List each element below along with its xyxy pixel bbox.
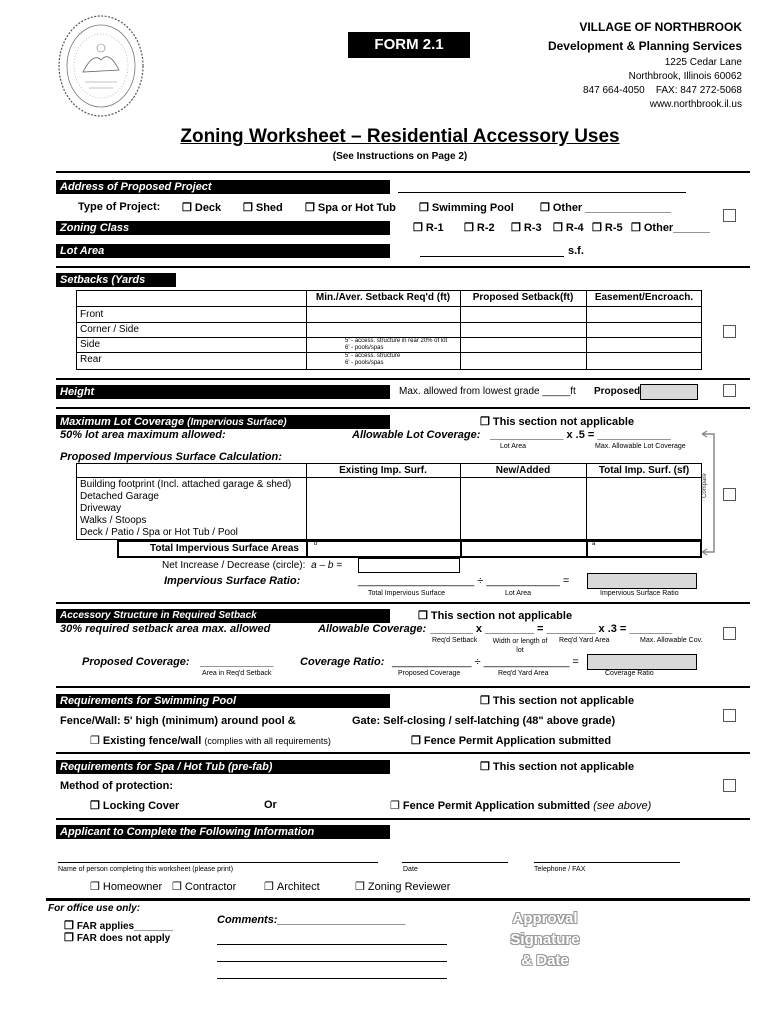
spa-method-label: Method of protection: bbox=[60, 780, 174, 792]
impervious-ratio-label: Impervious Surface Ratio: bbox=[164, 575, 301, 587]
form-badge: FORM 2.1 bbox=[348, 32, 470, 58]
pool-na-checkbox[interactable]: ❐ This section not applicable bbox=[480, 694, 634, 707]
total-col-rule bbox=[460, 540, 462, 558]
cell-b-marker: b bbox=[314, 541, 318, 547]
height-allowed: Max. allowed from lowest grade _____ft bbox=[399, 386, 576, 397]
setbacks-col-header: Proposed Setback(ft) bbox=[472, 292, 574, 303]
proposed-coverage-label: Proposed Coverage: bbox=[82, 656, 190, 668]
pool-gate-requirement: Gate: Self-closing / self-latching (48" above grade) bbox=[352, 715, 616, 727]
project-other-checkbox[interactable]: ❐ Other ______________ bbox=[540, 201, 671, 214]
allowable-lot-coverage-label: Allowable Lot Coverage: bbox=[352, 429, 481, 441]
accessory-na-checkbox[interactable]: ❐ This section not applicable bbox=[418, 609, 572, 622]
locking-cover-checkbox[interactable]: ❐ Locking Cover bbox=[90, 799, 179, 812]
zoning-r4-checkbox[interactable]: ❐ R-4 bbox=[553, 221, 584, 234]
project-pool-checkbox[interactable]: ❐ Swimming Pool bbox=[419, 201, 514, 214]
zoning-other-checkbox[interactable]: ❐ Other______ bbox=[631, 221, 710, 234]
coverage-ratio-field[interactable] bbox=[587, 654, 697, 670]
name-caption: Name of person completing this worksheet (please print) bbox=[58, 866, 234, 873]
coverage-ratio-label: Coverage Ratio: bbox=[300, 656, 385, 668]
project-spa-checkbox[interactable]: ❐ Spa or Hot Tub bbox=[305, 201, 396, 214]
impervious-ratio-formula[interactable]: ___________________ ÷ ____________ = bbox=[358, 575, 570, 587]
spa-fence-permit-label: Fence Permit Application submitted bbox=[402, 800, 591, 812]
ratio-caption: Lot Area bbox=[505, 590, 532, 597]
zoning-class-label: Zoning Class bbox=[56, 221, 390, 235]
setback-row-rear: Rear bbox=[80, 354, 102, 365]
setback-row-front: Front bbox=[80, 309, 104, 320]
lot-area-caption: Lot Area bbox=[500, 443, 527, 450]
accessory-caption: Req'd Setback bbox=[432, 637, 478, 644]
spa-fence-permit-checkbox[interactable] bbox=[390, 799, 651, 812]
net-change-text: Net Increase / Decrease (circle): bbox=[162, 560, 306, 571]
zoning-r5-checkbox[interactable]: ❐ R-5 bbox=[592, 221, 623, 234]
section-rule bbox=[56, 407, 750, 409]
project-type-label: Type of Project: bbox=[78, 201, 161, 213]
height-proposed-label: Proposed bbox=[594, 386, 641, 397]
page-title: Zoning Worksheet – Residential Accessory Uses bbox=[180, 126, 620, 147]
setback-note: 5' - access. structure bbox=[345, 353, 401, 359]
impervious-row: Driveway bbox=[80, 503, 122, 514]
phone-caption: Telephone / FAX bbox=[534, 866, 586, 873]
section-rule bbox=[56, 686, 750, 688]
pool-label: Requirements for Swimming Pool bbox=[56, 694, 390, 708]
role-homeowner-checkbox[interactable]: ❐ Homeowner bbox=[90, 880, 162, 893]
impervious-row: Deck / Patio / Spa or Hot Tub / Pool bbox=[80, 527, 238, 538]
review-checkbox[interactable] bbox=[723, 384, 736, 397]
dept-name: Development & Planning Services bbox=[547, 39, 742, 53]
coverage-ratio-formula[interactable]: _____________ ÷ ______________ = bbox=[392, 656, 579, 668]
pool-fence-requirement: Fence/Wall: 5' high (minimum) around pool & bbox=[60, 715, 296, 727]
setbacks-col-header: Min./Aver. Setback Req'd (ft) bbox=[315, 292, 451, 303]
setback-row-side: Side bbox=[80, 339, 101, 350]
spa-na-checkbox[interactable]: ❐ This section not applicable bbox=[480, 760, 634, 773]
accessory-label: Accessory Structure in Required Setback bbox=[56, 609, 390, 623]
setback-note: 5' - access. structure in rear 20% of lot bbox=[345, 338, 448, 344]
compare-label: Compare bbox=[702, 473, 708, 498]
impervious-row: Building footprint (Incl. attached garage & shed) bbox=[80, 479, 292, 490]
project-shed-checkbox[interactable]: ❐ Shed bbox=[243, 201, 283, 214]
review-checkbox[interactable] bbox=[723, 627, 736, 640]
accessory-caption: Coverage Ratio bbox=[605, 670, 654, 677]
setbacks-header-rule bbox=[76, 306, 702, 307]
height-label: Height bbox=[56, 385, 390, 399]
section-rule bbox=[46, 898, 750, 901]
setback-note: 6' - pools/spas bbox=[345, 360, 384, 366]
section-rule bbox=[56, 752, 750, 754]
applicant-label: Applicant to Complete the Following Information bbox=[56, 825, 390, 839]
far-not-apply-checkbox[interactable]: ❐ FAR does not apply bbox=[64, 931, 170, 944]
org-name: VILLAGE OF NORTHBROOK bbox=[579, 20, 742, 34]
comments-line[interactable] bbox=[217, 978, 447, 979]
proposed-calc-label: Proposed Impervious Surface Calculation: bbox=[60, 451, 282, 463]
total-col-rule bbox=[306, 540, 308, 558]
spa-see-above: (see above) bbox=[593, 800, 652, 812]
height-proposed-field[interactable] bbox=[640, 384, 698, 400]
net-change-field[interactable] bbox=[358, 558, 460, 573]
impervious-row: Walks / Stoops bbox=[80, 515, 147, 526]
org-website[interactable]: www.northbrook.il.us bbox=[649, 99, 742, 110]
page-subtitle: (See Instructions on Page 2) bbox=[332, 151, 468, 162]
impervious-col-header: Total Imp. Surf. (sf) bbox=[598, 465, 690, 476]
impervious-ratio-field[interactable] bbox=[587, 573, 697, 589]
zoning-r2-checkbox[interactable]: ❐ R-2 bbox=[464, 221, 495, 234]
allowable-coverage-formula[interactable]: _______ x ________ = ________ x .3 = _______ bbox=[430, 623, 673, 635]
applicant-phone-field[interactable] bbox=[534, 862, 680, 863]
total-col-rule bbox=[586, 540, 588, 558]
approval-stamp bbox=[495, 908, 595, 971]
lot-coverage-subtitle: (Impervious Surface) bbox=[187, 417, 287, 428]
spa-or-label: Or bbox=[264, 799, 277, 811]
review-checkbox[interactable] bbox=[723, 779, 736, 792]
allowable-lot-coverage-formula[interactable]: ____________ x .5 = ____________ bbox=[490, 429, 671, 441]
village-seal-icon bbox=[55, 12, 147, 120]
section-rule bbox=[56, 602, 750, 604]
accessory-caption: Width or length of lot bbox=[492, 638, 548, 654]
approval-line: Signature bbox=[510, 931, 580, 948]
address-field[interactable] bbox=[398, 192, 686, 193]
existing-fence-label: Existing fence/wall bbox=[102, 735, 202, 747]
section-rule bbox=[56, 266, 750, 268]
setbacks-row-rule bbox=[76, 322, 702, 323]
accessory-caption: Max. Allowable Cov. bbox=[640, 637, 703, 644]
section-rule bbox=[56, 171, 750, 173]
comments-line[interactable] bbox=[217, 944, 447, 945]
cell-a-marker: a bbox=[592, 541, 596, 547]
lot-area-unit: s.f. bbox=[568, 245, 584, 257]
review-checkbox[interactable] bbox=[723, 709, 736, 722]
pool-fence-permit-checkbox[interactable]: ❐ Fence Permit Application submitted bbox=[411, 734, 611, 747]
impervious-header-rule bbox=[76, 477, 702, 478]
ratio-caption: Total Impervious Surface bbox=[368, 590, 446, 597]
role-architect-checkbox[interactable]: ❐ Architect bbox=[264, 880, 320, 893]
lot-coverage-title: Maximum Lot Coverage bbox=[60, 416, 185, 428]
net-change-formula: a – b = bbox=[311, 560, 343, 571]
setback-note: 6' - pools/spas bbox=[345, 345, 384, 351]
setbacks-label: Setbacks (Yards bbox=[56, 273, 176, 287]
zoning-r1-checkbox[interactable]: ❐ R-1 bbox=[413, 221, 444, 234]
role-contractor-checkbox[interactable]: ❐ Contractor bbox=[172, 880, 236, 893]
max-allowable-caption: Max. Allowable Lot Coverage bbox=[595, 443, 686, 450]
project-deck-checkbox[interactable]: ❐ Deck bbox=[182, 201, 221, 214]
comments-label: Comments:_____________________ bbox=[217, 914, 406, 926]
accessory-caption: Req'd Yard Area bbox=[559, 637, 610, 644]
role-zoning-reviewer-checkbox[interactable]: ❐ Zoning Reviewer bbox=[355, 880, 450, 893]
setbacks-col-header: Easement/Encroach. bbox=[594, 292, 694, 303]
section-rule bbox=[56, 378, 750, 380]
accessory-caption: Area in Req'd Setback bbox=[202, 670, 272, 677]
lot-area-label: Lot Area bbox=[56, 244, 390, 258]
org-address1: 1225 Cedar Lane bbox=[664, 57, 742, 68]
impervious-col-header: New/Added bbox=[495, 465, 551, 476]
review-checkbox[interactable] bbox=[723, 325, 736, 338]
section-rule bbox=[56, 818, 750, 820]
approval-line: & Date bbox=[521, 952, 569, 969]
lot-coverage-label bbox=[56, 415, 390, 429]
comments-line[interactable] bbox=[217, 961, 447, 962]
accessory-caption: Req'd Yard Area bbox=[498, 670, 549, 677]
existing-fence-checkbox[interactable] bbox=[90, 734, 331, 747]
far-applies-checkbox[interactable]: ❐ FAR applies_______ bbox=[64, 919, 173, 932]
lot-coverage-na-checkbox[interactable]: ❐ This section not applicable bbox=[480, 415, 634, 428]
org-phone: 847 664-4050 FAX: 847 272-5068 bbox=[582, 85, 742, 96]
existing-fence-note: (complies with all requirements) bbox=[204, 736, 331, 746]
lot-area-field[interactable] bbox=[420, 256, 564, 257]
address-label: Address of Proposed Project bbox=[56, 180, 390, 194]
zoning-r3-checkbox[interactable]: ❐ R-3 bbox=[511, 221, 542, 234]
total-impervious-label: Total Impervious Surface Areas bbox=[150, 543, 299, 554]
approval-line: Approval bbox=[512, 910, 578, 927]
applicant-date-field[interactable] bbox=[402, 862, 508, 863]
lot-coverage-max: 50% lot area maximum allowed: bbox=[60, 429, 226, 441]
accessory-max: 30% required setback area max. allowed bbox=[60, 623, 271, 635]
setback-row-corner-side: Corner / Side bbox=[80, 324, 139, 335]
allowable-coverage-label: Allowable Coverage: bbox=[318, 623, 427, 635]
date-caption: Date bbox=[403, 866, 418, 873]
impervious-row: Detached Garage bbox=[80, 491, 159, 502]
review-checkbox[interactable] bbox=[723, 488, 736, 501]
ratio-caption: Impervious Surface Ratio bbox=[600, 590, 679, 597]
net-change-label bbox=[162, 560, 342, 571]
review-checkbox[interactable] bbox=[723, 209, 736, 222]
org-address2: Northbrook, Illinois 60062 bbox=[628, 71, 742, 82]
impervious-col-header: Existing Imp. Surf. bbox=[339, 465, 427, 476]
applicant-name-field[interactable] bbox=[58, 862, 378, 863]
accessory-caption: Proposed Coverage bbox=[398, 670, 461, 677]
spa-label: Requirements for Spa / Hot Tub (pre-fab) bbox=[56, 760, 390, 774]
proposed-coverage-field[interactable]: ____________ bbox=[200, 656, 274, 668]
office-use-label: For office use only: bbox=[48, 903, 141, 914]
